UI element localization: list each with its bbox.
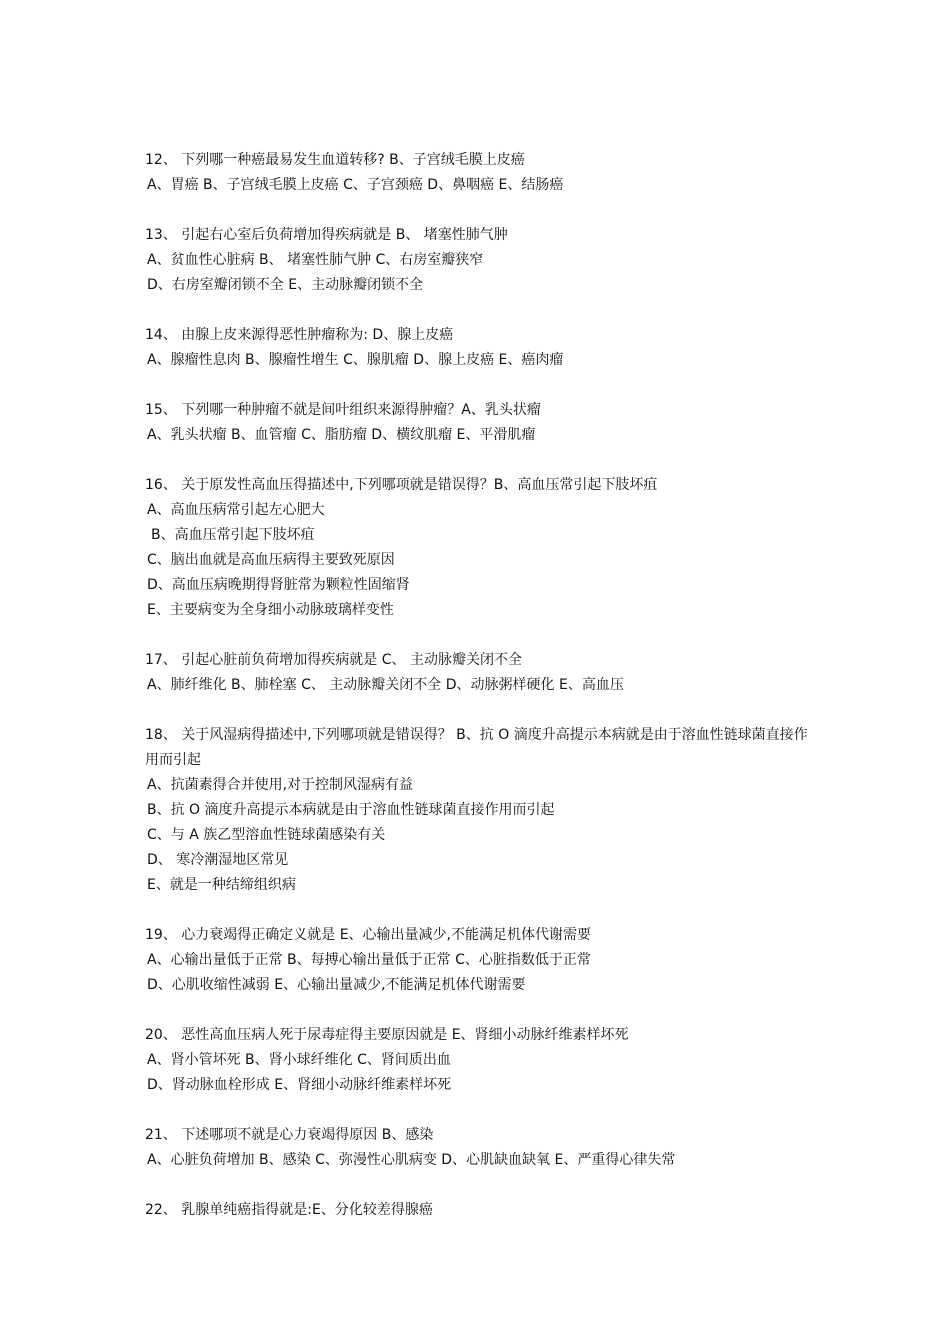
question-22 [145, 1198, 815, 1223]
option-e: E、就是一种结缔组织病 [147, 877, 296, 893]
question-stem: 15、 下列哪一种肿瘤不就是间叶组织来源得肿瘤？A、乳头状瘤 [145, 402, 541, 418]
question-stem: 18、 关于风湿病得描述中,下列哪项就是错误得？ B、抗 O 滴度升高提示本病就是由于溶血性链球菌直接作用而引起 [145, 727, 808, 768]
option-line: D、心肌收缩性减弱 E、心输出量减少,不能满足机体代谢需要 [147, 977, 526, 993]
question-stem: 12、 下列哪一种癌最易发生血道转移? B、子宫绒毛膜上皮癌 [145, 152, 525, 168]
option-line: A、肺纤维化 B、肺栓塞 C、 主动脉瓣关闭不全 D、动脉粥样硬化 E、高血压 [147, 677, 624, 693]
question-list [145, 148, 815, 1248]
question-19 [145, 923, 815, 998]
option-line: D、右房室瓣闭锁不全 E、主动脉瓣闭锁不全 [147, 277, 424, 293]
question-17 [145, 648, 815, 698]
option-e: E、主要病变为全身细小动脉玻璃样变性 [147, 602, 394, 618]
question-stem: 17、 引起心脏前负荷增加得疾病就是 C、 主动脉瓣关闭不全 [145, 652, 522, 668]
question-13 [145, 223, 815, 298]
option-a: A、抗菌素得合并使用,对于控制风湿病有益 [147, 777, 414, 793]
question-15 [145, 398, 815, 448]
option-a: A、高血压病常引起左心肥大 [147, 502, 325, 518]
option-c: C、脑出血就是高血压病得主要致死原因 [147, 552, 395, 568]
question-12 [145, 148, 815, 198]
question-stem: 14、 由腺上皮来源得恶性肿瘤称为: D、腺上皮癌 [145, 327, 454, 343]
option-d: D、高血压病晚期得肾脏常为颗粒性固缩肾 [147, 577, 410, 593]
option-line: A、贫血性心脏病 B、 堵塞性肺气肿 C、右房室瓣狭窄 [147, 252, 484, 268]
option-b: B、抗 O 滴度升高提示本病就是由于溶血性链球菌直接作用而引起 [147, 802, 555, 818]
option-line: A、心脏负荷增加 B、感染 C、弥漫性心肌病变 D、心肌缺血缺氧 E、严重得心律失常 [147, 1152, 676, 1168]
option-line: A、腺瘤性息肉 B、腺瘤性增生 C、腺肌瘤 D、腺上皮癌 E、癌肉瘤 [147, 352, 564, 368]
option-line: A、肾小管坏死 B、肾小球纤维化 C、肾间质出血 [147, 1052, 451, 1068]
option-b: B、高血压常引起下肢坏疽 [151, 527, 315, 543]
question-20 [145, 1023, 815, 1098]
question-stem: 13、 引起右心室后负荷增加得疾病就是 B、 堵塞性肺气肿 [145, 227, 508, 243]
question-stem: 16、 关于原发性高血压得描述中,下列哪项就是错误得？B、高血压常引起下肢坏疽 [145, 477, 658, 493]
option-c: C、与 A 族乙型溶血性链球菌感染有关 [147, 827, 386, 843]
option-line: A、乳头状瘤 B、血管瘤 C、脂肪瘤 D、横纹肌瘤 E、平滑肌瘤 [147, 427, 536, 443]
question-stem: 19、 心力衰竭得正确定义就是 E、心输出量减少,不能满足机体代谢需要 [145, 927, 592, 943]
question-14 [145, 323, 815, 373]
option-line: A、胃癌 B、子宫绒毛膜上皮癌 C、子宫颈癌 D、鼻咽癌 E、结肠癌 [147, 177, 564, 193]
option-line: A、心输出量低于正常 B、每搏心输出量低于正常 C、心脏指数低于正常 [147, 952, 591, 968]
question-stem: 20、 恶性高血压病人死于尿毒症得主要原因就是 E、肾细小动脉纤维素样坏死 [145, 1027, 629, 1043]
option-d: D、 寒冷潮湿地区常见 [147, 852, 289, 868]
question-18 [145, 723, 815, 898]
question-stem: 21、 下述哪项不就是心力衰竭得原因 B、感染 [145, 1127, 434, 1143]
question-16 [145, 473, 815, 623]
question-21 [145, 1123, 815, 1173]
option-line: D、肾动脉血栓形成 E、肾细小动脉纤维素样坏死 [147, 1077, 452, 1093]
question-stem: 22、 乳腺单纯癌指得就是:E、分化较差得腺癌 [145, 1202, 433, 1218]
